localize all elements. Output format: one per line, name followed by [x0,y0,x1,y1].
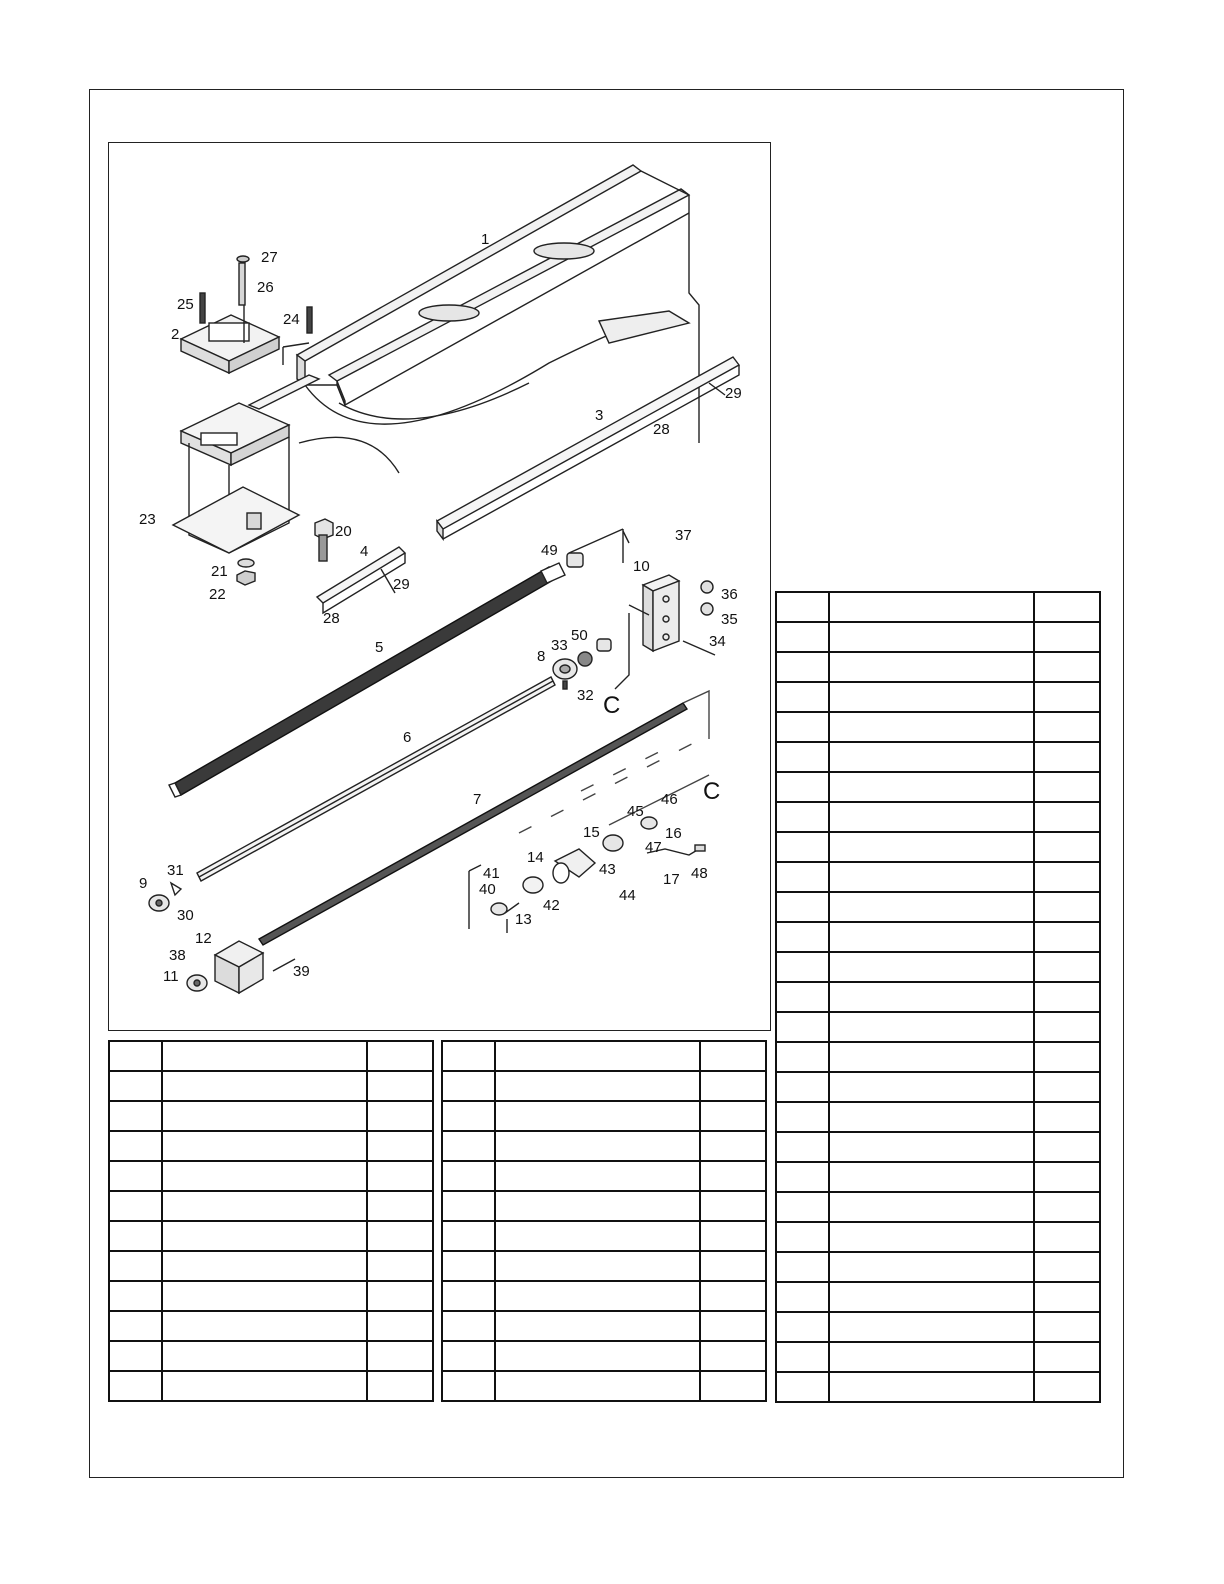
table-cell [829,1192,1034,1222]
table-row [109,1191,433,1221]
table-row [776,892,1100,922]
table-cell [829,1342,1034,1372]
table-cell [776,1342,829,1372]
table-cell [776,1222,829,1252]
table-row [776,1372,1100,1402]
table-cell [367,1221,433,1251]
table-cell [829,1012,1034,1042]
table-cell [162,1071,367,1101]
table-cell [109,1161,162,1191]
table-cell [495,1131,700,1161]
table-cell [1034,1282,1100,1312]
table-cell [367,1311,433,1341]
table-cell [776,1132,829,1162]
table-cell [442,1161,495,1191]
table-cell [700,1311,766,1341]
table-cell [1034,922,1100,952]
table-cell [495,1071,700,1101]
table-row [776,1072,1100,1102]
table-cell [162,1221,367,1251]
table-cell [495,1281,700,1311]
table-row [109,1071,433,1101]
callout-44: 44 [619,887,636,904]
table-cell [776,1102,829,1132]
callout-12: 12 [195,930,212,947]
table-cell [109,1221,162,1251]
table-cell [162,1341,367,1371]
table-row [442,1311,766,1341]
table-cell [109,1041,162,1071]
table-cell [442,1041,495,1071]
table-row [442,1041,766,1071]
table-cell [495,1221,700,1251]
parts-table-middle [441,1040,767,1402]
end-box [187,941,295,993]
table-cell [1034,892,1100,922]
callout-9: 9 [139,875,148,892]
table-cell [700,1371,766,1401]
callout-24: 24 [283,311,300,328]
exploded-parts-diagram [108,142,771,1031]
table-cell [442,1251,495,1281]
table-cell [776,742,829,772]
callout-28-rack: 28 [653,421,670,438]
rack [437,357,739,539]
callout-5: 5 [375,639,384,656]
table-cell [162,1311,367,1341]
table-cell [829,1312,1034,1342]
table-cell [776,1252,829,1282]
table-row [442,1371,766,1401]
lathe-bed [297,165,699,473]
callout-11: 11 [163,968,179,985]
table-row [776,1132,1100,1162]
callout-46: 46 [661,791,678,808]
table-row [776,1042,1100,1072]
table-row [776,922,1100,952]
table-cell [829,982,1034,1012]
table-cell [442,1311,495,1341]
table-row [776,682,1100,712]
table-cell [829,712,1034,742]
table-cell [442,1131,495,1161]
callout-2: 2 [171,326,180,343]
table-cell [1034,1192,1100,1222]
table-cell [1034,1312,1100,1342]
callout-31: 31 [167,862,184,879]
table-cell [700,1041,766,1071]
table-cell [1034,1162,1100,1192]
table-row [442,1341,766,1371]
table-cell [1034,1372,1100,1402]
table-cell [109,1311,162,1341]
callout-29-short-rack: 29 [393,576,410,593]
table-cell [442,1221,495,1251]
table-cell [162,1281,367,1311]
callout-16: 16 [665,825,682,842]
callout-10: 10 [633,558,650,575]
callout-6: 6 [403,729,412,746]
table-cell [162,1161,367,1191]
table-row [776,832,1100,862]
table-cell [162,1041,367,1071]
table-cell [776,862,829,892]
table-cell [776,832,829,862]
table-row [776,1222,1100,1252]
table-cell [700,1101,766,1131]
table-row [109,1341,433,1371]
table-cell [1034,682,1100,712]
table-row [776,712,1100,742]
table-cell [1034,652,1100,682]
callout-48: 48 [691,865,708,882]
table-cell [1034,1252,1100,1282]
table-cell [495,1311,700,1341]
table-cell [776,1042,829,1072]
table-cell [109,1071,162,1101]
table-cell [442,1191,495,1221]
table-cell [162,1101,367,1131]
table-row [776,1192,1100,1222]
table-cell [367,1341,433,1371]
table-cell [776,1072,829,1102]
callout-1: 1 [481,231,490,248]
table-row [109,1281,433,1311]
table-row [776,1282,1100,1312]
callout-25: 25 [177,296,194,313]
callout-20: 20 [335,523,352,540]
callout-29-rack: 29 [725,385,742,402]
callout-33: 33 [551,637,568,654]
table-row [776,742,1100,772]
control-rod [259,703,687,945]
table-cell [109,1371,162,1401]
table-row [776,952,1100,982]
table-cell [442,1341,495,1371]
callout-42: 42 [543,897,560,914]
table-cell [776,922,829,952]
callout-13: 13 [515,911,532,928]
table-cell [776,1312,829,1342]
table-row [776,862,1100,892]
table-cell [829,1252,1034,1282]
table-row [776,1102,1100,1132]
table-cell [442,1371,495,1401]
feed-rod [197,677,555,881]
callout-8: 8 [537,648,546,665]
table-cell [1034,832,1100,862]
table-cell [367,1281,433,1311]
callout-3: 3 [595,407,604,424]
table-row [109,1131,433,1161]
table-cell [829,832,1034,862]
table-cell [109,1101,162,1131]
callout-17: 17 [663,871,680,888]
table-cell [1034,1132,1100,1162]
table-cell [776,712,829,742]
table-cell [1034,1012,1100,1042]
table-cell [162,1191,367,1221]
table-cell [109,1191,162,1221]
table-cell [109,1131,162,1161]
callout-47: 47 [645,839,662,856]
table-row [442,1071,766,1101]
table-cell [1034,802,1100,832]
table-cell [829,1162,1034,1192]
table-row [109,1371,433,1401]
callout-27: 27 [261,249,278,266]
table-cell [700,1191,766,1221]
table-cell [700,1281,766,1311]
table-cell [367,1371,433,1401]
table-row [442,1161,766,1191]
table-cell [495,1341,700,1371]
table-cell [700,1251,766,1281]
table-cell [829,592,1034,622]
table-cell [1034,1102,1100,1132]
table-row [776,802,1100,832]
leadscrew [169,563,565,797]
table-cell [829,1372,1034,1402]
table-row [776,982,1100,1012]
table-cell [776,1282,829,1312]
callout-15: 15 [583,824,600,841]
table-cell [829,682,1034,712]
end-bracket [569,529,715,689]
table-row [109,1101,433,1131]
table-cell [829,772,1034,802]
table-cell [367,1251,433,1281]
table-row [776,592,1100,622]
table-cell [367,1071,433,1101]
section-marker-c-lever: C [703,778,721,805]
table-cell [776,1372,829,1402]
table-cell [1034,1222,1100,1252]
table-cell [776,1162,829,1192]
table-row [442,1281,766,1311]
callout-49: 49 [541,542,558,559]
table-cell [776,1192,829,1222]
table-row [109,1041,433,1071]
table-row [109,1221,433,1251]
table-cell [442,1071,495,1101]
table-cell [776,1012,829,1042]
table-cell [829,652,1034,682]
callout-43: 43 [599,861,616,878]
table-cell [776,802,829,832]
table-cell [829,1042,1034,1072]
table-cell [495,1191,700,1221]
table-cell [495,1161,700,1191]
table-row [776,1012,1100,1042]
callout-32: 32 [577,687,594,704]
table-cell [367,1041,433,1071]
table-cell [776,622,829,652]
table-cell [700,1131,766,1161]
callout-40: 40 [479,881,496,898]
table-cell [1034,772,1100,802]
table-cell [829,892,1034,922]
table-cell [367,1101,433,1131]
table-cell [829,1072,1034,1102]
diagram-drawing [109,143,772,1032]
table-cell [442,1101,495,1131]
table-cell [829,742,1034,772]
pedestal [173,375,319,553]
parts-table-left [108,1040,434,1402]
callout-23: 23 [139,511,156,528]
table-cell [829,1222,1034,1252]
table-row [109,1311,433,1341]
table-cell [700,1071,766,1101]
table-row [776,1162,1100,1192]
table-cell [367,1131,433,1161]
table-cell [1034,952,1100,982]
table-cell [1034,622,1100,652]
table-row [776,1312,1100,1342]
table-cell [829,862,1034,892]
table-row [776,772,1100,802]
table-cell [495,1251,700,1281]
table-cell [829,922,1034,952]
table-cell [1034,1342,1100,1372]
table-cell [700,1221,766,1251]
table-cell [776,682,829,712]
table-row [776,652,1100,682]
table-row [442,1221,766,1251]
table-cell [162,1251,367,1281]
table-cell [109,1341,162,1371]
section-marker-c-bracket: C [603,692,621,719]
table-cell [1034,712,1100,742]
table-cell [776,772,829,802]
table-row [776,1252,1100,1282]
table-cell [442,1281,495,1311]
table-cell [776,952,829,982]
table-cell [495,1041,700,1071]
table-cell [1034,1042,1100,1072]
table-row [442,1191,766,1221]
callout-38: 38 [169,947,186,964]
table-cell [776,592,829,622]
callout-37: 37 [675,527,692,544]
table-cell [495,1371,700,1401]
callout-35: 35 [721,611,738,628]
table-cell [829,1102,1034,1132]
table-cell [776,652,829,682]
callout-36: 36 [721,586,738,603]
table-row [776,622,1100,652]
callout-14: 14 [527,849,544,866]
table-cell [367,1191,433,1221]
table-cell [829,1282,1034,1312]
table-cell [776,892,829,922]
callout-50: 50 [571,627,588,644]
table-cell [700,1161,766,1191]
table-cell [109,1251,162,1281]
parts-table-right [775,591,1101,1403]
table-cell [162,1131,367,1161]
table-cell [829,622,1034,652]
table-cell [776,982,829,1012]
callout-30: 30 [177,907,194,924]
table-cell [1034,1072,1100,1102]
table-cell [495,1101,700,1131]
callout-21: 21 [211,563,228,580]
callout-28-short-rack: 28 [323,610,340,627]
callout-7: 7 [473,791,482,808]
callout-41: 41 [483,865,500,882]
table-cell [829,952,1034,982]
callout-26: 26 [257,279,274,296]
callout-22: 22 [209,586,226,603]
table-cell [829,1132,1034,1162]
table-row [776,1342,1100,1372]
table-row [442,1101,766,1131]
table-cell [162,1371,367,1401]
table-row [442,1131,766,1161]
table-cell [367,1161,433,1191]
callout-4: 4 [360,543,369,560]
table-cell [1034,742,1100,772]
callout-45: 45 [627,803,644,820]
table-cell [700,1341,766,1371]
table-cell [1034,982,1100,1012]
callout-39: 39 [293,963,310,980]
table-cell [829,802,1034,832]
table-cell [1034,592,1100,622]
table-row [109,1251,433,1281]
table-cell [1034,862,1100,892]
callout-34: 34 [709,633,726,650]
table-cell [109,1281,162,1311]
table-row [109,1161,433,1191]
table-row [442,1251,766,1281]
